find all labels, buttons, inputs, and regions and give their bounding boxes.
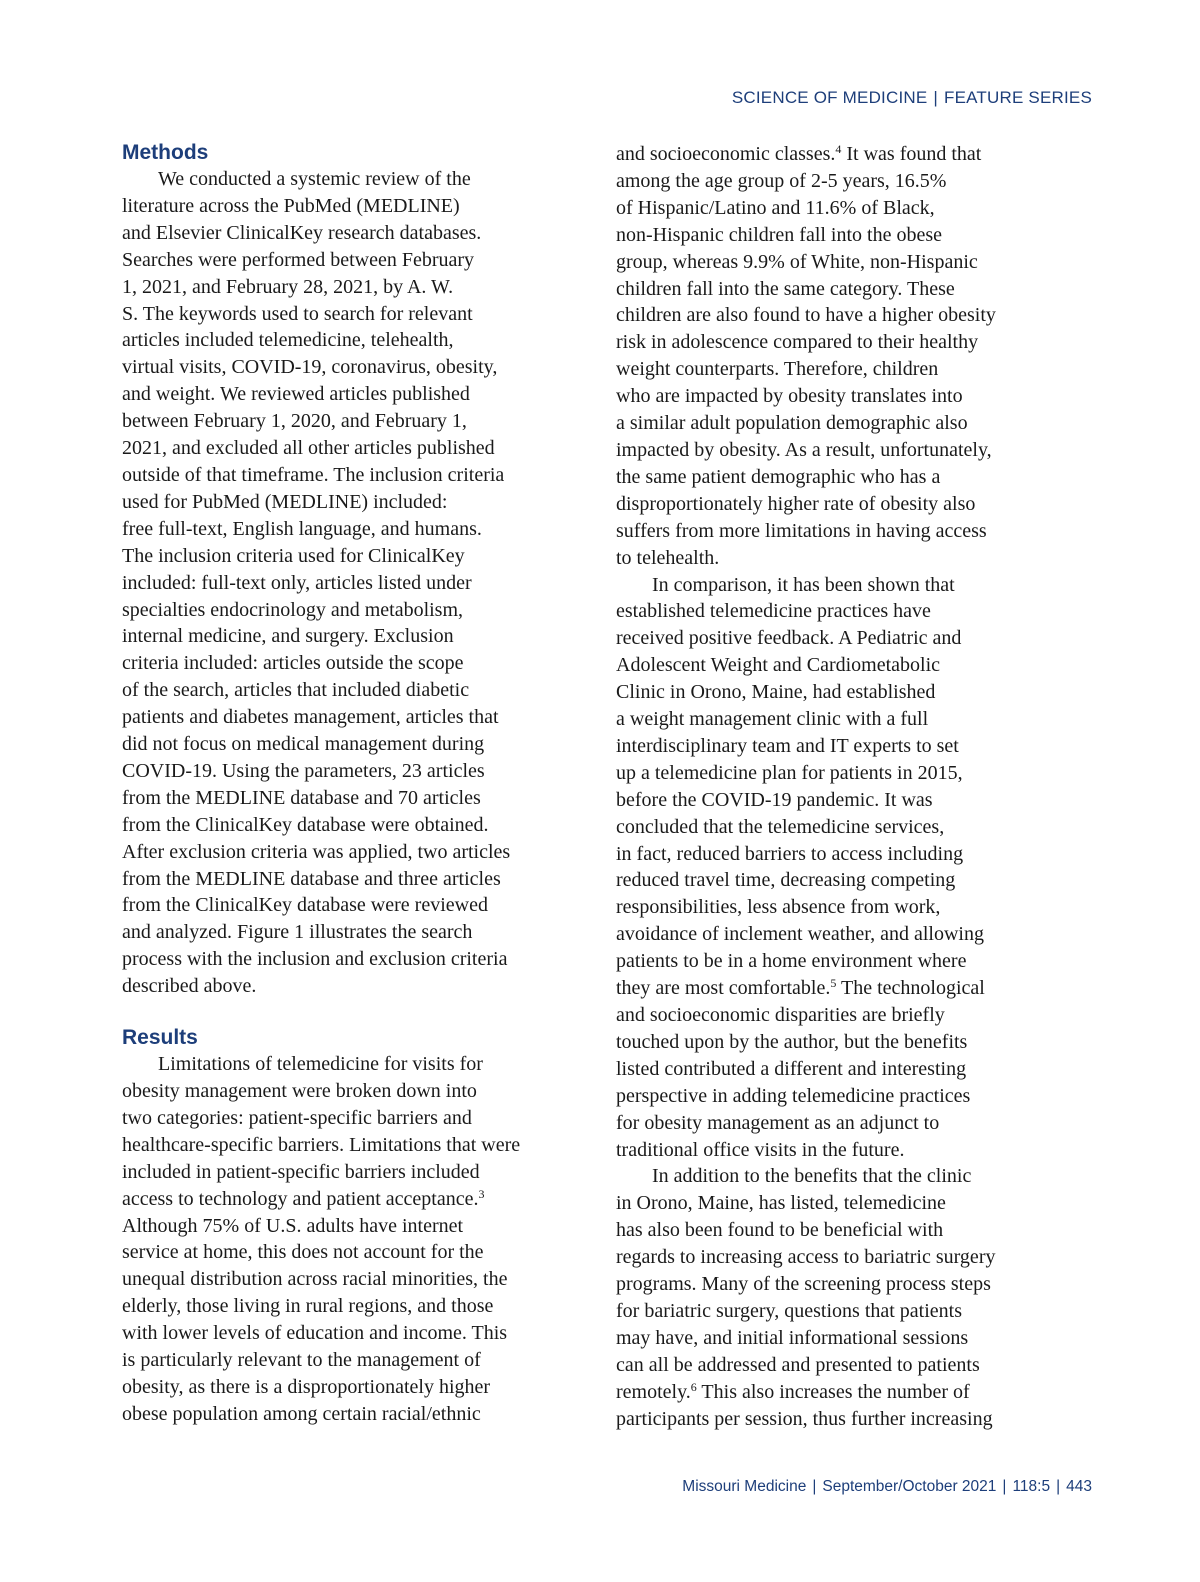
text-line: Adolescent Weight and Cardiometabolic [616, 654, 941, 677]
page-number: 443 [1066, 1478, 1092, 1495]
text-line: from the ClinicalKey database were obtained. [122, 813, 489, 836]
citation-5: 5 [830, 976, 837, 991]
text-line: touched upon by the author, but the benefits [616, 1030, 968, 1053]
text-line: before the COVID-19 pandemic. It was [616, 788, 933, 811]
text-line: from the MEDLINE database and three articles [122, 867, 501, 890]
text-line: process with the inclusion and exclusion criteria [122, 948, 508, 971]
text-line: between February 1, 2020, and February 1, [122, 410, 467, 433]
text-line: did not focus on medical management during [122, 733, 485, 756]
text-line: described above. [122, 975, 257, 998]
text-line: group, whereas 9.9% of White, non-Hispanic [616, 250, 978, 273]
citation-3: 3 [478, 1186, 485, 1201]
methods-heading: Methods [122, 141, 209, 164]
footer-separator: | [1002, 1478, 1007, 1495]
text-line: literature across the PubMed (MEDLINE) [122, 194, 460, 217]
text-line-with-citation [122, 1186, 567, 1213]
right-paragraph-1 [616, 141, 1056, 572]
text-line: of the search, articles that included diabetic [122, 679, 470, 702]
text-line: in fact, reduced barriers to access including [616, 842, 964, 865]
text-line: reduced travel time, decreasing competing [616, 869, 956, 892]
text-line: obesity management were broken down into [122, 1080, 477, 1102]
text-line: impacted by obesity. As a result, unfortunately, [616, 438, 992, 461]
text-line: in Orono, Maine, has listed, telemedicine [616, 1192, 946, 1215]
text-line: criteria included: articles outside the scope [122, 652, 464, 675]
text-line: perspective in adding telemedicine practices [616, 1084, 971, 1107]
text-line: established telemedicine practices have [616, 600, 931, 623]
text-line: suffers from more limitations in having access [616, 519, 987, 542]
text-line: with lower levels of education and income. This [122, 1322, 508, 1345]
running-head-separator: | [933, 88, 939, 107]
left-column [122, 140, 567, 1428]
right-paragraph-3 [616, 1163, 1056, 1432]
series-label: FEATURE SERIES [944, 88, 1092, 107]
text-line: from the ClinicalKey database were reviewed [122, 894, 488, 917]
text-line: Limitations of telemedicine for visits for [158, 1053, 483, 1076]
text-line: We conducted a systemic review of the [158, 168, 471, 190]
text-line: up a telemedicine plan for patients in 2015, [616, 761, 963, 784]
text-line: free full-text, English language, and humans. [122, 517, 482, 540]
text-line: is particularly relevant to the management of [122, 1349, 481, 1372]
text-line: children fall into the same category. These [616, 277, 955, 300]
text-line: children are also found to have a higher obesity [616, 304, 996, 327]
text-line: virtual visits, COVID-19, coronavirus, obesity, [122, 356, 498, 379]
text-line: traditional office visits in the future. [616, 1138, 905, 1161]
text-fragment: and socioeconomic classes. [616, 143, 836, 165]
text-line: S. The keywords used to search for relevant [122, 302, 473, 325]
text-line: patients and diabetes management, articles that [122, 706, 499, 729]
text-line: and socioeconomic disparities are briefly [616, 1004, 945, 1026]
text-fragment: It was found that [841, 143, 982, 165]
results-heading: Results [122, 1026, 198, 1050]
text-fragment: they are most comfortable. [616, 977, 831, 1000]
text-line: programs. Many of the screening process steps [616, 1273, 991, 1296]
text-line: 1, 2021, and February 28, 2021, by A. W. [122, 275, 454, 298]
text-fragment: access to technology and patient acceptance. [122, 1187, 479, 1210]
text-line: elderly, those living in rural regions, and those [122, 1295, 494, 1318]
text-line: interdisciplinary team and IT experts to set [616, 734, 959, 757]
text-line: unequal distribution across racial minorities, the [122, 1268, 508, 1291]
text-line: weight counterparts. Therefore, children [616, 358, 939, 381]
text-line: responsibilities, less absence from work, [616, 896, 941, 919]
text-line: obese population among certain racial/ethnic [122, 1402, 481, 1425]
text-line: and weight. We reviewed articles published [122, 383, 470, 406]
footer-separator: | [812, 1478, 817, 1495]
right-paragraph-2 [616, 572, 1056, 1164]
text-line: The inclusion criteria used for ClinicalKey [122, 544, 465, 567]
methods-paragraph [122, 166, 567, 1000]
text-line: and Elsevier ClinicalKey research databases. [122, 221, 482, 244]
text-line: non-Hispanic children fall into the obese [616, 223, 943, 246]
text-line: concluded that the telemedicine services, [616, 815, 945, 838]
text-line: In addition to the benefits that the clinic [652, 1165, 972, 1188]
text-fragment: This also increases the number of [696, 1380, 970, 1403]
text-line: the same patient demographic who has a [616, 465, 941, 488]
footer-separator: | [1056, 1478, 1061, 1495]
text-line: has also been found to be beneficial with [616, 1219, 944, 1242]
text-line: COVID-19. Using the parameters, 23 articles [122, 759, 485, 782]
text-line: service at home, this does not account for the [122, 1241, 484, 1264]
text-line-with-citation [616, 1379, 1056, 1406]
text-line: Although 75% of U.S. adults have internet [122, 1214, 464, 1237]
text-line: from the MEDLINE database and 70 articles [122, 786, 481, 809]
text-line: specialties endocrinology and metabolism, [122, 598, 464, 621]
text-line: After exclusion criteria was applied, two articles [122, 840, 511, 863]
text-line: internal medicine, and surgery. Exclusion [122, 625, 454, 648]
text-line: risk in adolescence compared to their healthy [616, 331, 979, 354]
text-line: to telehealth. [616, 546, 720, 569]
issue-date: September/October 2021 [822, 1478, 997, 1495]
text-line: Searches were performed between February [122, 248, 475, 271]
page-footer [682, 1478, 1092, 1496]
text-line: avoidance of inclement weather, and allowing [616, 923, 984, 946]
text-line: listed contributed a different and interesting [616, 1057, 967, 1080]
text-line: may have, and initial informational sessions [616, 1326, 969, 1349]
text-line: for bariatric surgery, questions that patients [616, 1299, 963, 1322]
text-line: received positive feedback. A Pediatric and [616, 627, 962, 650]
text-line: articles included telemedicine, telehealth, [122, 329, 454, 352]
text-line: included in patient-specific barriers included [122, 1160, 480, 1183]
text-line: a similar adult population demographic also [616, 412, 968, 435]
text-fragment: The technological [836, 977, 985, 1000]
right-column [616, 141, 1056, 1433]
text-fragment: remotely. [616, 1380, 691, 1403]
section-label: SCIENCE OF MEDICINE [731, 88, 928, 107]
text-line: included: full-text only, articles listed under [122, 571, 472, 594]
text-line: of Hispanic/Latino and 11.6% of Black, [616, 196, 935, 219]
text-line: regards to increasing access to bariatric surgery [616, 1246, 996, 1269]
text-line: two categories: patient-specific barriers and [122, 1106, 472, 1129]
text-line-with-citation [616, 975, 1056, 1002]
citation-6: 6 [690, 1379, 697, 1394]
results-paragraph [122, 1051, 567, 1428]
text-line: healthcare-specific barriers. Limitations that were [122, 1133, 521, 1156]
journal-name: Missouri Medicine [682, 1478, 807, 1495]
text-line: In comparison, it has been shown that [652, 573, 955, 596]
text-line-with-citation [616, 141, 1056, 168]
text-line: used for PubMed (MEDLINE) included: [122, 490, 448, 513]
text-line: outside of that timeframe. The inclusion criteria [122, 463, 505, 486]
running-head [732, 88, 1092, 108]
text-line: disproportionately higher rate of obesity also [616, 492, 976, 515]
text-line: patients to be in a home environment where [616, 950, 967, 973]
text-line: who are impacted by obesity translates into [616, 385, 963, 408]
text-line: participants per session, thus further increasing [616, 1407, 993, 1430]
text-line: 2021, and excluded all other articles published [122, 437, 495, 460]
citation-4: 4 [835, 142, 842, 156]
text-line: among the age group of 2-5 years, 16.5% [616, 169, 947, 192]
text-line: can all be addressed and presented to patients [616, 1353, 980, 1376]
text-line: a weight management clinic with a full [616, 708, 929, 731]
text-line: and analyzed. Figure 1 illustrates the search [122, 921, 473, 944]
text-line: obesity, as there is a disproportionately higher [122, 1375, 491, 1398]
text-line: Clinic in Orono, Maine, had established [616, 681, 936, 704]
text-line: for obesity management as an adjunct to [616, 1111, 940, 1134]
volume-number: 118:5 [1012, 1478, 1051, 1495]
